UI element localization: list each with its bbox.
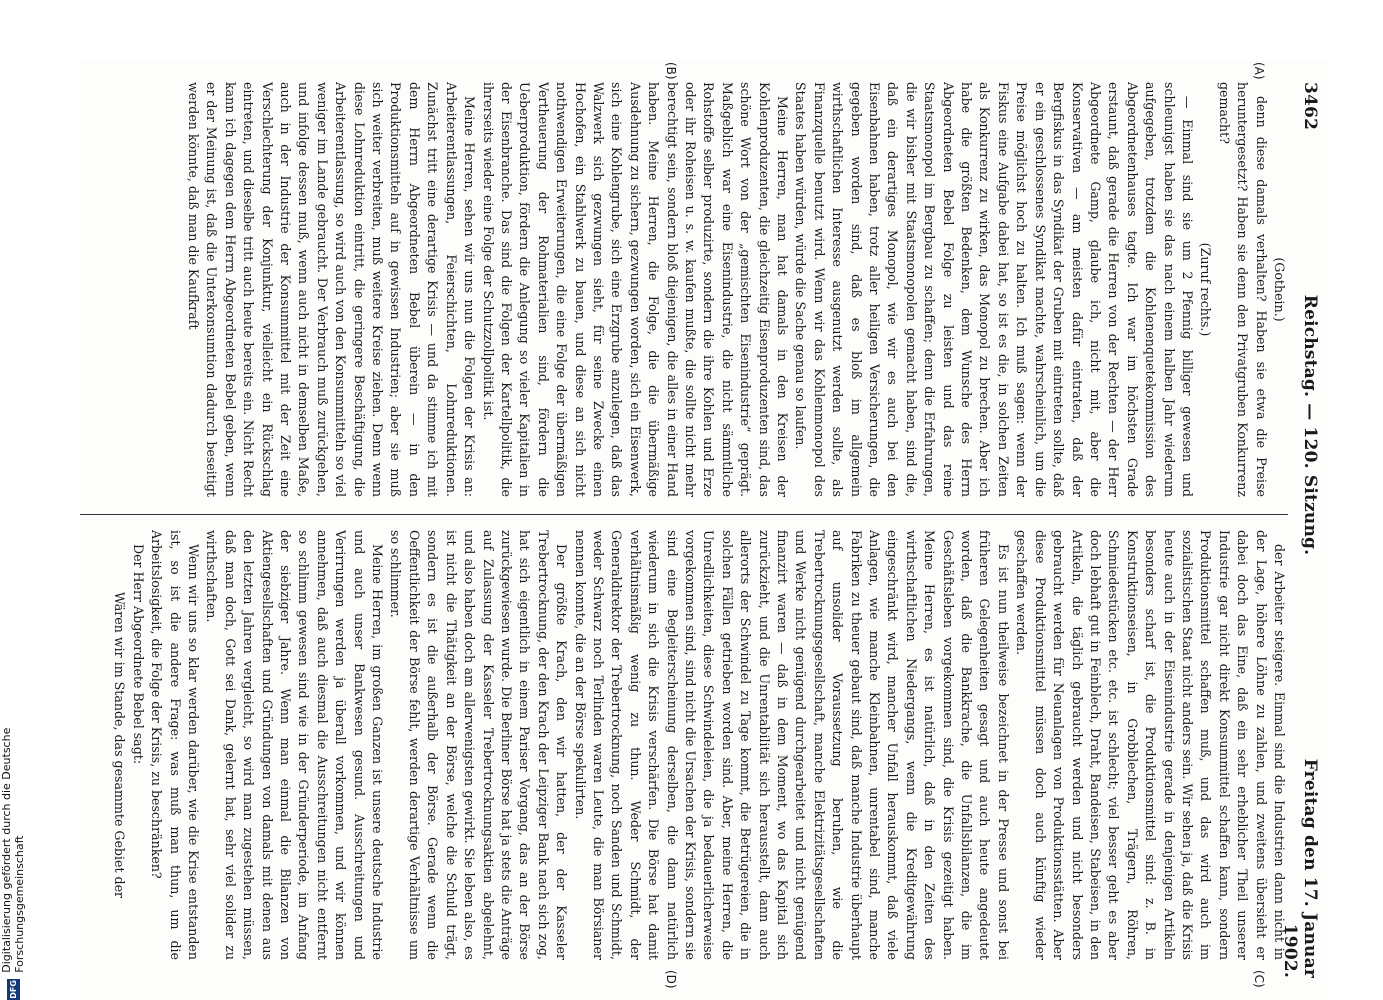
page-header (1280, 82, 1320, 978)
paragraph: Wenn wir uns so klar werden darüber, wie die Krise entstanden ist, so ist die andere Frage: was muß man thun, um die Arbeitslosigkeit, die Folge der Krisis, zu beschränken? (149, 530, 202, 960)
margin-marker-b: (B) (664, 62, 678, 80)
margin-marker-d: (D) (664, 970, 678, 989)
paragraph: Der Herr Abgeordnete Bebel sagt: (130, 544, 146, 765)
left-column (80, 82, 1288, 497)
dfg-logo-icon[interactable]: DFG (8, 980, 18, 999)
digitization-credit: Digitalisierung gefördert durch die Deutsche Forschungsgemeinschaft (0, 727, 26, 973)
quote-line: Wären wir im Stande, das gesammte Gebiet der (112, 591, 128, 899)
scanned-page-area (80, 60, 1328, 1000)
paragraph: denn diese damals verhalten? Haben sie etwa die Preise heruntergesetzt? Haben sie denn den Privatgruben Konkurrenz gemacht? (1216, 82, 1269, 497)
column-divider (80, 514, 1288, 515)
page-title: Reichstag. — 120. Sitzung. (1300, 294, 1320, 556)
interjection: (Zuruf rechts.) (1198, 242, 1214, 337)
paragraph: Der größte Krach, den wir hatten, der der Kasseler Trebertrocknung, der den Krach der Leipziger Bank nach sich zog, hat sich eigentlich in einem Pariser Vorgang, das an der Börse zurückgewiesen wurde. Die Berliner Börse hat ja stets die Anträge auf Zulassung der Kasseler Trebertrocknungsaktien abgelehnt, und also haben doch am allerwenigsten gewirkt. Sie leben also, es ist nicht die Thätigkeit an der Börse, welche die Schuld trägt, sondern es ist die außerhalb der Börse. Gerade wenn die Oeffentlichkeit der Börse fehlt, werden derartige Verhältnisse um so schlimmer. (388, 530, 570, 960)
paragraph: Meine Herren, sehen wir uns nun die Folgen der Krisis an: Arbeiterentlassungen, Feierschichten, Lohnreduktionen. Zunächst tritt eine derartige Krisis — und da stimme ich mit dem Herrn Abgeordneten Bebel überein — in den Produktionsmitteln auf in gewissen Industrien; aber sie muß sich weiter verbreiten, muß weitere Kreise ziehen. Denn wenn diese Lohnreduktion eintritt, die geringere Beschäftigung, die Arbeiterentlassung, so wird auch von den Konsummitteln so viel weniger im Lande gebraucht. Der Verbrauch muß zurückgehen, und infolge dessen muß, wenn auch nicht in demselben Maße, auch in der Industrie der Konsummittel mit der Zeit eine Verschlechterung der Konjunktur, vielleicht ein Rückschlag eintreten, und dieselbe tritt auch heute bereits ein. Nicht Recht kann ich dagegen dem Herrn Abgeordneten Bebel geben, wenn er der Meinung ist, daß die Unterkonsumtion dadurch beseitigt werden könnte, daß man die Kaufkraft (186, 82, 478, 497)
paragraph: Es ist nun theilweise bezeichnet in der Presse und sonst bei früheren Gelegenheiten gesagt und auch heute angedeutet worden, daß die Bankkrache, die Unfallsbilanzen, die im Geschäftsleben vorgekommen sind, die Krisis gezeitigt haben. Meine Herren, es ist natürlich, daß in den Zeiten des wirthschaftlichen Niedergangs, wenn die Kreditgewährung eingeschränkt wird, mancher Unfall herauskommt, daß viele Anlagen, wie manche Kleinbahnen, unrentabel sind, manche Fabriken zu theuer gebaut sind, daß manche Industrie überhaupt auf unsolider Voraussetzung beruhen, wie die Trebertrocknungsgesellschaft, manche Elektrizitätsgesellschaften und Werke nicht genügend durchgearbeitet und nicht genügend finanzirt waren — daß in dem Moment, wo das Kapital sich zurückzieht, und die Unrentabilität sich herausstellt, dann auch allerorts der Schwindel zu Tage kommt, die Betrügereien, die in solchen Fällen getrieben worden sind. Aber, meine Herren, die Unredlichkeiten, diese Schwindeleien, die ja bedauerlicherweise vorgekommen sind, sind nicht die Ursachen der Krisis, sondern sie sind eine Begleiterscheinung derselben, die dann natürlich wiederum in sich die Krisis verschärfen. Die Börse hat damit verhältnismäßig wenig zu thun. Weder Schmidt, der Generaldirektor der Trebertrocknung, noch Sanden und Schmidt, weder Schwarz noch Terlinden waren Leute, die man Börsianer nennen konnte, die an der Börse spekulirten. (572, 530, 1011, 960)
speaker-name: (Gothein.) (1272, 257, 1287, 322)
margin-marker-a: (A) (1252, 62, 1266, 80)
newspaper-sheet (80, 60, 1328, 1000)
right-column (80, 530, 1288, 960)
session-date: Freitag den 17. Januar 1902. (1280, 758, 1320, 978)
paragraph: der Arbeiter steigere. Einmal sind die Industrien dann nicht in der Lage, höhere Löhne zu zahlen, und zweitens übersieht er dabei doch das Eine, daß ein sehr erheblicher Theil unserer Industrie gar nicht direkt Konsummittel schaffen kann, sondern Produktionsmittel schaffen muß, und das wird auch im sozialistischen Staat nicht anders sein. Wir sehen ja, daß die Krisis heute auch in der Eisenindustrie gerade in denjenigen Artikeln besonders scharf ist, die Produktionsmittel sind: z. B. in Konstruktionseisen, in Grobblechen, Trägern, Röhren, Schmiedestücken etc. etc. ist schlecht; viel besser geht es aber doch lebhaft gut in Feinblech, Draht, Bandeisen, Stabeisen, in den Artikeln, die täglich gebraucht werden und nicht besonders gebraucht werden für Neuanlagen von Produktionsstätten. Aber diese Produktionsmittel müssen doch auch künftig wieder geschaffen werden. (1014, 530, 1287, 960)
dfg-credit-strip (0, 600, 26, 1000)
paragraph: Meine Herren, im großen Ganzen ist unsere deutsche Industrie und auch unser Bankwesen gesund. Ausschreitungen und Verirrungen werden ja überall vorkommen, und wir können annehmen, daß auch diesmal die Ausschreitungen nicht entfernt so schlimm gewesen sind wie in der Gründerperiode, im Anfang der siebziger Jahre. Wenn man einmal die Bilanzen von Aktiengesellschaften und Gründungen von damals mit denen aus den letzten Jahren vergleicht, so wird man zugestehen müssen, daß man doch, Gott sei Dank, gelernt hat, sehr viel solider zu wirthschaften. (204, 530, 386, 960)
margin-marker-c: (C) (1252, 970, 1266, 988)
page-number: 3462 (1300, 82, 1320, 131)
paragraph: Meine Herren, man hat damals in den Kreisen der Kohlenproduzenten, die gleichzeitig Eisenproduzenten sind, das schöne Wort von der „gemischten Eisenindustrie“ geprägt. Maßgeblich war eine Eisenindustrie, die nicht sämmtliche Rohstoffe selber produzirte, sondern die ihre Kohlen und Erze oder ihr Roheisen u. s. w. kaufen mußte, die sollte nicht mehr berechtigt sein, sondern bloß diejenigen, die alles in einer Hand haben. Meine Herren, die Folge, die die übermäßige Ausdehnung zu sichern, gezwungen worden, sich ein Eisenwerk, sich eine Kohlengrube, sich eine Erzgrube anzulegen, daß das Walzwerk sich gezwungen sieht, für seine Zwecke einen Hochofen, ein Stahlwerk zu bauen, und diese an sich nicht nothwendigen Erweiterungen, die eine Folge der übermäßigen Vertheuerung der Rohmaterialien sind, fördern die Ueberproduktion, fördern die Anlegung so vieler Kapitalien in der Eisenbranche. Das sind die Folgen der Kartellpolitik, die ihrerseits wieder eine Folge der Schutzzollpolitik ist. (480, 82, 791, 497)
paragraph: — Einmal sind sie um 2 Pfennig billiger gewesen und schleunigst haben sie das nach einem halben Jahr wiederum aufgegeben, trotzdem die Kohlenenquetekommission des Abgeordnetenhauses tagte. Ich war im höchsten Grade erstaunt, daß gerade die Herren von der Rechten — der Herr Abgeordnete Gamp, glaube ich, nicht mit, aber die Konservativen — am meisten dafür eintraten, daß der Bergfiskus in das Syndikat der Gruben mit eintreten sollte, daß er ein geschlossenes Syndikat machte, wahrscheinlich, um die Preise möglichst hoch zu halten. Ich muß sagen: wenn der Fiskus eine Aufgabe dabei hat, so ist es die, in solchen Zeiten als Konkurrenz zu wirken, das Monopol zu brechen. Aber ich habe die größten Bedenken, dem Wunsche des Herrn Abgeordneten Bebel Folge zu leisten und das reine Staatsmonopol im Bergbau zu schaffen; denn die Erfahrungen, die wir bisher mit Staatsmonopolen gemacht haben, sind die, daß ein derartiges Monopol, wie wir es auch bei den Eisenbahnen haben, trotz aller heiligen Versicherungen, die gegeben worden sind, daß es bloß im allgemein wirthschaftlichen Interesse ausgenutzt werden sollte, als Finanzquelle benutzt wird. Wenn wir das Kohlenmonopol des Staates haben würden, würde die Sache genau so laufen. (793, 82, 1195, 497)
